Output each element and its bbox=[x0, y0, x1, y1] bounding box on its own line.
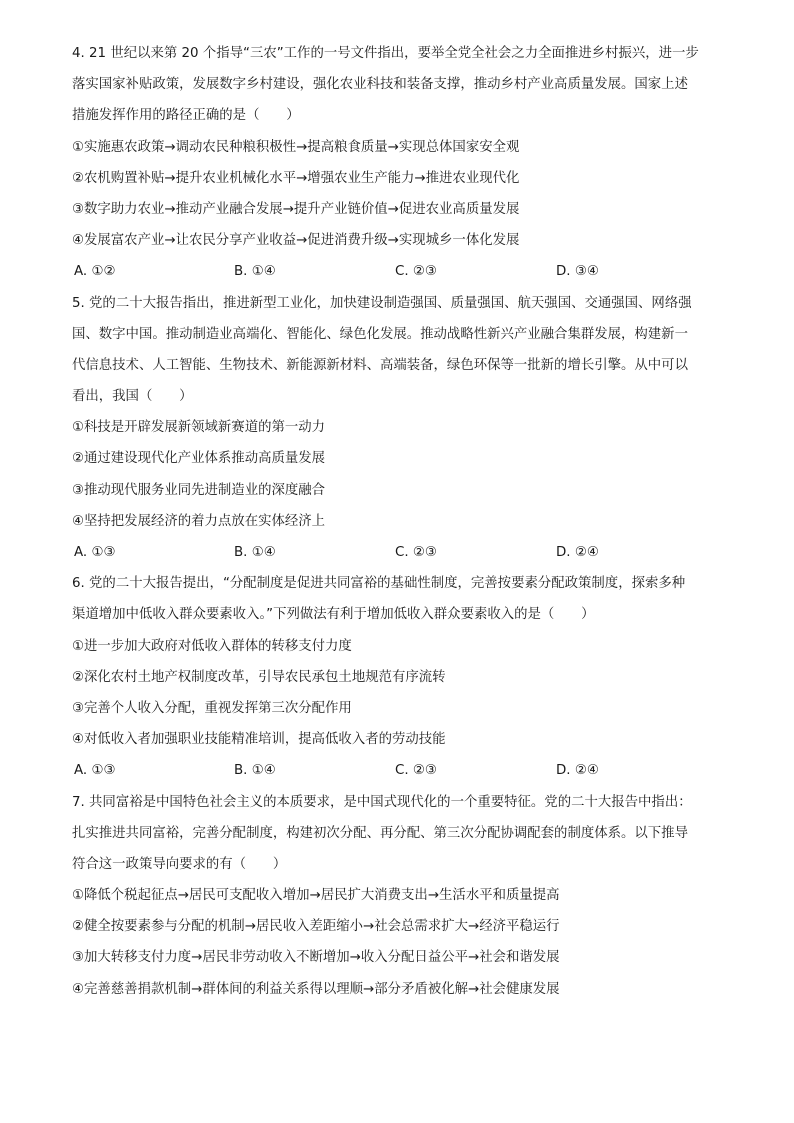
statement-4: ④对低收入者加强职业技能精准培训，提高低收入者的劳动技能 bbox=[72, 732, 446, 748]
statement-2: ②农机购置补贴→提升农业机械化水平→增强农业生产能力→推进农业现代化 bbox=[72, 170, 520, 186]
statement-2: ②健全按要素参与分配的机制→居民收入差距缩小→社会总需求扩大→经济平稳运行 bbox=[72, 919, 560, 935]
option-a: A. ①③ bbox=[74, 545, 116, 560]
option-d: D. ②④ bbox=[556, 763, 599, 779]
answer-options bbox=[72, 537, 722, 568]
statement-1: ①降低个税起征点→居民可支配收入增加→居民扩大消费支出→生活水平和质量提高 bbox=[72, 888, 560, 904]
option-c: C. ②③ bbox=[395, 264, 437, 280]
statement-1: ①进一步加大政府对低收入群体的转移支付力度 bbox=[72, 638, 352, 654]
question-4 bbox=[72, 38, 722, 288]
question-stem-line: 符合这一政策导向要求的有（ ） bbox=[72, 856, 287, 872]
statement-3: ③数字助力农业→推动产业融合发展→提升产业链价值→促进农业高质量发展 bbox=[72, 201, 520, 217]
statement-3: ③完善个人收入分配，重视发挥第三次分配作用 bbox=[72, 700, 352, 716]
statement-2: ②通过建设现代化产业体系推动高质量发展 bbox=[72, 451, 326, 467]
answer-options bbox=[72, 256, 722, 287]
exam-page bbox=[72, 38, 722, 1005]
statement-4: ④发展富农产业→让农民分享产业收益→促进消费升级→实现城乡一体化发展 bbox=[72, 233, 520, 249]
question-stem-line: 代信息技术、人工智能、生物技术、新能源新材料、高端装备，绿色环保等一批新的增长引擎。从中可以 bbox=[72, 357, 688, 373]
option-a: A. ①③ bbox=[74, 763, 116, 779]
question-stem-line: 7. 共同富裕是中国特色社会主义的本质要求，是中国式现代化的一个重要特征。党的二十大报告中指出： bbox=[72, 794, 692, 810]
question-stem-line: 4. 21 世纪以来第 20 个指导“三农”工作的一号文件指出，要举全党全社会之力全面推进乡村振兴，进一步 bbox=[72, 46, 699, 61]
question-stem-line: 看出，我国（ ） bbox=[72, 389, 193, 405]
option-c: C. ②③ bbox=[395, 763, 437, 779]
question-stem-line: 渠道增加中低收入群众要素收入。”下列做法有利于增加低收入群众要素收入的是（ ） bbox=[72, 607, 595, 623]
statement-4: ④完善慈善捐款机制→群体间的利益关系得以理顺→部分矛盾被化解→社会健康发展 bbox=[72, 981, 560, 997]
option-b: B. ①④ bbox=[234, 763, 276, 779]
statement-3: ③加大转移支付力度→居民非劳动收入不断增加→收入分配日益公平→社会和谐发展 bbox=[72, 950, 560, 966]
option-a: A. ①② bbox=[74, 264, 116, 280]
statement-4: ④坚持把发展经济的着力点放在实体经济上 bbox=[72, 513, 326, 529]
statement-1: ①实施惠农政策→调动农民种粮积极性→提高粮食质量→实现总体国家安全观 bbox=[72, 139, 520, 155]
question-stem-line: 6. 党的二十大报告提出，“分配制度是促进共同富裕的基础性制度，完善按要素分配政策制度，探索多种 bbox=[72, 576, 686, 592]
option-c: C. ②③ bbox=[395, 545, 437, 560]
option-b: B. ①④ bbox=[234, 264, 276, 280]
statement-3: ③推动现代服务业同先进制造业的深度融合 bbox=[72, 482, 326, 498]
question-7 bbox=[72, 787, 722, 1005]
question-6 bbox=[72, 568, 722, 786]
option-d: D. ②④ bbox=[556, 545, 599, 560]
question-stem-line: 措施发挥作用的路径正确的是（ ） bbox=[72, 108, 300, 124]
option-d: D. ③④ bbox=[556, 264, 599, 280]
question-stem-line: 落实国家补贴政策，发展数字乡村建设，强化农业科技和装备支撑，推动乡村产业高质量发展。国家上述 bbox=[72, 77, 688, 93]
option-b: B. ①④ bbox=[234, 545, 276, 560]
statement-1: ①科技是开辟发展新领域新赛道的第一动力 bbox=[72, 420, 326, 436]
question-stem-line: 5. 党的二十大报告指出，推进新型工业化，加快建设制造强国、质量强国、航天强国、交通强国、网络强 bbox=[72, 295, 692, 311]
question-5 bbox=[72, 288, 722, 569]
question-stem-line: 国、数字中国。推动制造业高端化、智能化、绿色化发展。推动战略性新兴产业融合集群发展，构建新一 bbox=[72, 326, 688, 342]
answer-options bbox=[72, 755, 722, 786]
question-stem-line: 扎实推进共同富裕，完善分配制度，构建初次分配、再分配、第三次分配协调配套的制度体系。以下推导 bbox=[72, 825, 688, 841]
statement-2: ②深化农村土地产权制度改革，引导农民承包土地规范有序流转 bbox=[72, 669, 446, 685]
